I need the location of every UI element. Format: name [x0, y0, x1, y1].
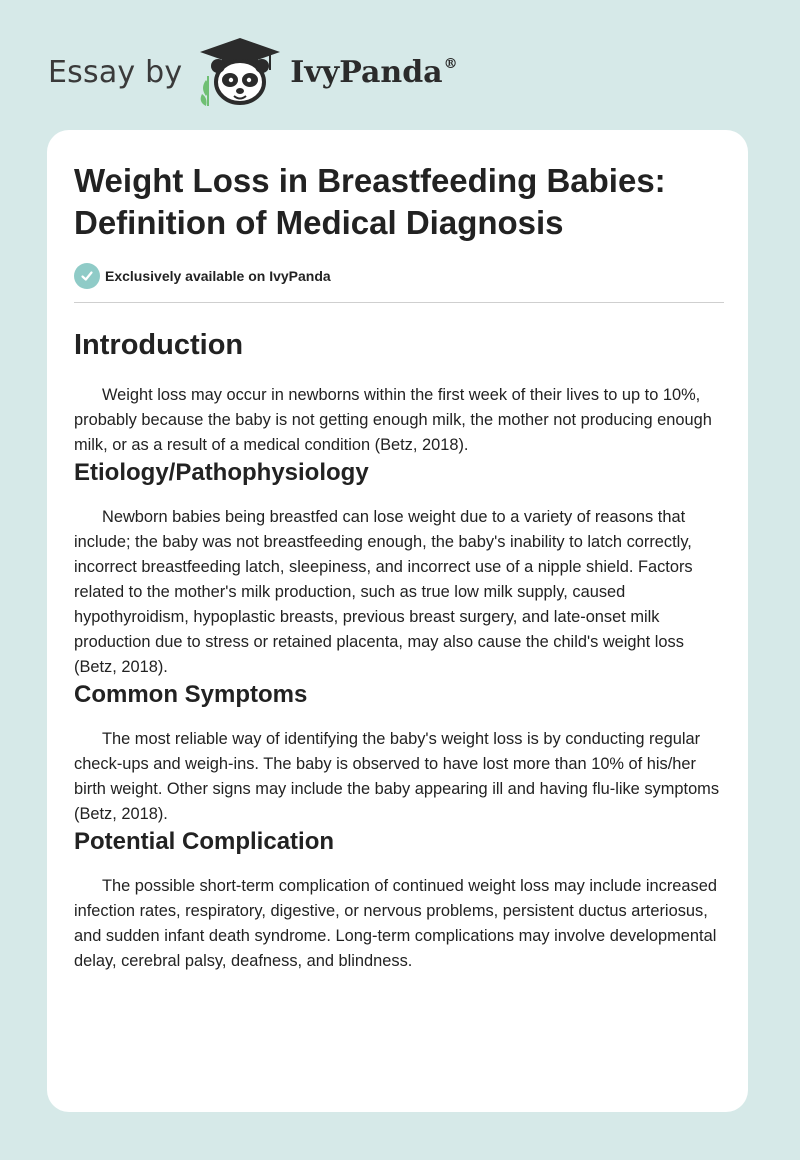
- article-content: [74, 160, 724, 974]
- article-card: [47, 130, 748, 1112]
- brand-name-text: IvyPanda: [290, 54, 443, 90]
- exclusive-badge: [74, 262, 724, 290]
- site-header: [48, 36, 458, 108]
- section-body-complication: The possible short-term complication of continued weight loss may include increased infection rates, respiratory, digestive, or nervous problems, persistent ductus arteriosus, and sudden infant death syndrome. Long-term complications may involve developmental delay, cerebral palsy, deafness, and blindness.: [74, 877, 717, 970]
- section-heading-complication: Potential Complication: [74, 828, 335, 855]
- section-heading-etiology: Etiology/Pathophysiology: [74, 459, 369, 486]
- panda-graduate-icon[interactable]: [196, 36, 284, 108]
- essay-by-label: Essay by: [48, 54, 183, 90]
- registered-mark: ®: [443, 55, 458, 72]
- section-heading-introduction: Introduction: [74, 329, 244, 361]
- divider: [74, 302, 724, 303]
- check-circle-icon: [74, 263, 100, 289]
- section-body-introduction: Weight loss may occur in newborns within the first week of their lives to up to 10%, probably because the baby is not getting enough milk, the mother not producing enough milk, or as a result of a medical condition (Betz, 2018).: [74, 386, 712, 454]
- brand-name[interactable]: [290, 55, 457, 90]
- section-body-etiology: Newborn babies being breastfed can lose weight due to a variety of reasons that include; the baby was not breastfeeding enough, the baby's inability to latch correctly, incorrect breastfeeding latch, sleepiness, and incorrect use of a nipple shield. Factors related to the mother's milk production, such as true low milk supply, caused hypothyroidism, hypoplastic breasts, previous breast surgery, and late-onset milk production due to stress or retained placenta, may also cause the child's weight loss (Betz, 2018).: [74, 508, 693, 676]
- section-body-symptoms: The most reliable way of identifying the baby's weight loss is by conducting regular check-ups and weigh-ins. The baby is observed to have lost more than 10% of his/her birth weight. Other signs may include the baby appearing ill and having flu-like symptoms (Betz, 2018).: [74, 730, 720, 823]
- exclusive-label: Exclusively available on IvyPanda: [105, 268, 331, 284]
- section-heading-symptoms: Common Symptoms: [74, 681, 308, 708]
- page-title: Weight Loss in Breastfeeding Babies: Definition of Medical Diagnosis: [74, 162, 666, 241]
